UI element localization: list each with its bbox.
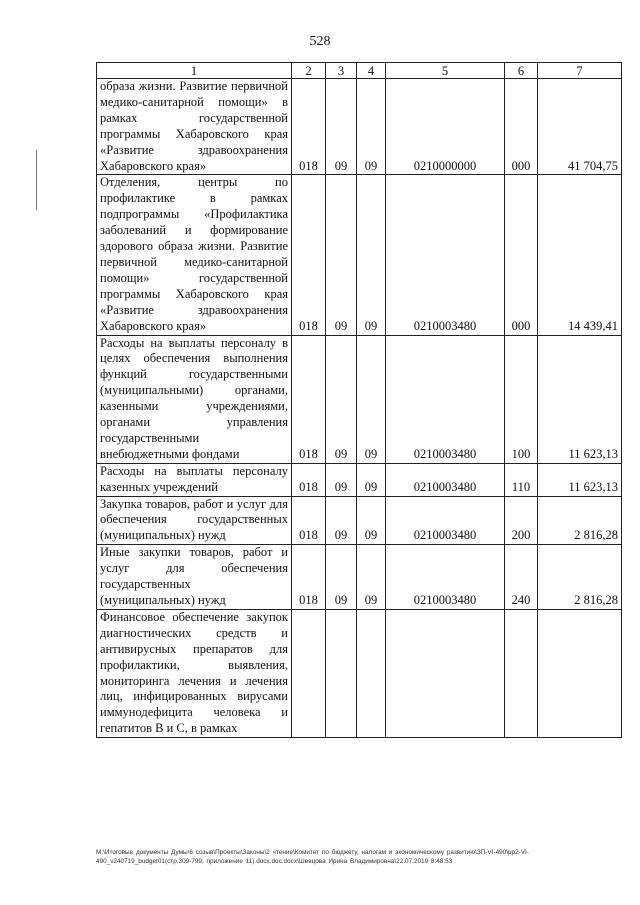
row-target-article: 0210003480 bbox=[386, 496, 505, 545]
header-cell: 5 bbox=[386, 63, 505, 79]
row-amount: 11 623,13 bbox=[538, 335, 622, 463]
document-path-footer bbox=[96, 848, 621, 866]
row-target-article: 0210003480 bbox=[386, 463, 505, 496]
row-ministry-code bbox=[292, 609, 326, 737]
budget-table bbox=[96, 62, 622, 738]
table-row bbox=[97, 79, 622, 175]
row-section: 09 bbox=[326, 335, 357, 463]
row-description: Расходы на выплаты персоналу казенных учреждений bbox=[97, 463, 292, 496]
row-expense-type: 000 bbox=[505, 79, 538, 175]
table-row bbox=[97, 463, 622, 496]
header-cell: 7 bbox=[538, 63, 622, 79]
row-amount: 14 439,41 bbox=[538, 175, 622, 335]
row-expense-type: 100 bbox=[505, 335, 538, 463]
row-target-article: 0210003480 bbox=[386, 545, 505, 610]
row-expense-type: 240 bbox=[505, 545, 538, 610]
row-ministry-code: 018 bbox=[292, 545, 326, 610]
row-ministry-code: 018 bbox=[292, 175, 326, 335]
header-cell: 3 bbox=[326, 63, 357, 79]
row-subsection: 09 bbox=[357, 335, 386, 463]
row-section: 09 bbox=[326, 79, 357, 175]
table-row bbox=[97, 609, 622, 737]
table-row bbox=[97, 335, 622, 463]
row-ministry-code: 018 bbox=[292, 79, 326, 175]
row-amount: 2 816,28 bbox=[538, 545, 622, 610]
row-amount: 41 704,75 bbox=[538, 79, 622, 175]
table-header-row bbox=[97, 63, 622, 79]
row-amount: 2 816,28 bbox=[538, 496, 622, 545]
footer-line-1: M:\Итоговые документы Думы\6 созыв\Проекты\Законы\2 чтение\Комитет по бюджету, налогам и экономическому развитию\ЗП-VI-490\pp2-VI- bbox=[96, 849, 529, 856]
row-expense-type: 000 bbox=[505, 175, 538, 335]
row-description: Финансовое обеспечение закупок диагностических средств и антивирусных препаратов для профилактики, выявления, мониторинга лечения и лечения лиц, инфицированных вирусами иммунодефицита человека и гепатитов В и С, в рамках bbox=[97, 609, 292, 737]
table-row bbox=[97, 175, 622, 335]
row-subsection: 09 bbox=[357, 175, 386, 335]
row-ministry-code: 018 bbox=[292, 496, 326, 545]
row-description: Расходы на выплаты персоналу в целях обеспечения выполнения функций государственными (муниципальными) органами, казенными учреждениями, органами управления государственными внебюджетными фондами bbox=[97, 335, 292, 463]
row-target-article: 0210003480 bbox=[386, 335, 505, 463]
row-amount bbox=[538, 609, 622, 737]
row-expense-type: 110 bbox=[505, 463, 538, 496]
header-cell: 1 bbox=[97, 63, 292, 79]
row-subsection bbox=[357, 609, 386, 737]
footer-line-2: 490_v240719_budget01(стр.309-799, приложение 11).docx.doc.docx\Шевцова Ирина Владимировна\22.07.2019 8:48:53 bbox=[96, 858, 453, 865]
row-description: образа жизни. Развитие первичной медико-санитарной помощи» в рамках государственной программы Хабаровского края «Развитие здравоохранения Хабаровского края» bbox=[97, 79, 292, 175]
header-cell: 2 bbox=[292, 63, 326, 79]
row-subsection: 09 bbox=[357, 79, 386, 175]
row-target-article: 0210003480 bbox=[386, 175, 505, 335]
row-subsection: 09 bbox=[357, 463, 386, 496]
header-cell: 6 bbox=[505, 63, 538, 79]
row-ministry-code: 018 bbox=[292, 463, 326, 496]
row-target-article bbox=[386, 609, 505, 737]
row-amount: 11 623,13 bbox=[538, 463, 622, 496]
row-subsection: 09 bbox=[357, 496, 386, 545]
row-ministry-code: 018 bbox=[292, 335, 326, 463]
row-section bbox=[326, 609, 357, 737]
row-section: 09 bbox=[326, 496, 357, 545]
table-row bbox=[97, 545, 622, 610]
row-expense-type bbox=[505, 609, 538, 737]
page-number: 528 bbox=[309, 34, 331, 49]
row-section: 09 bbox=[326, 545, 357, 610]
table-row bbox=[97, 496, 622, 545]
row-expense-type: 200 bbox=[505, 496, 538, 545]
header-cell: 4 bbox=[357, 63, 386, 79]
row-section: 09 bbox=[326, 175, 357, 335]
row-description: Иные закупки товаров, работ и услуг для обеспечения государственных (муниципальных) нужд bbox=[97, 545, 292, 610]
row-target-article: 0210000000 bbox=[386, 79, 505, 175]
margin-line bbox=[36, 150, 37, 210]
row-section: 09 bbox=[326, 463, 357, 496]
row-subsection: 09 bbox=[357, 545, 386, 610]
row-description: Закупка товаров, работ и услуг для обеспечения государственных (муниципальных) нужд bbox=[97, 496, 292, 545]
row-description: Отделения, центры по профилактике в рамках подпрограммы «Профилактика заболеваний и формирование здорового образа жизни. Развитие первичной медико-санитарной помощи» государственной программы Хабаровского края «Развитие здравоохранения Хабаровского края» bbox=[97, 175, 292, 335]
